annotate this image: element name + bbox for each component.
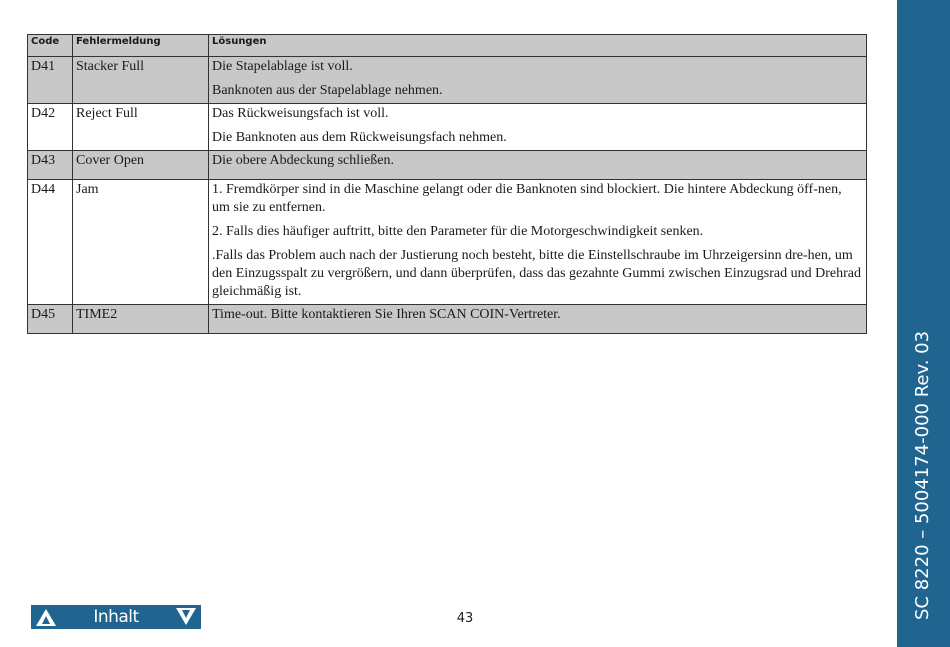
solution-text: 1. Fremdkörper sind in die Maschine gelangt oder die Banknoten sind blockiert. Die hintere Abdeckung öff-nen, um sie zu entfernen. [212, 182, 842, 215]
cell-solutions [209, 57, 867, 104]
cell-solutions [209, 305, 867, 334]
cell-code: D43 [28, 151, 73, 180]
solution-text: .Falls das Problem auch nach der Justierung noch besteht, bitte die Einstellschraube im Uhrzeigersinn dre-hen, um den Einzugsspalt zu vergrößern, und dann überprüfen, dass das gezahnte Gummi zwischen Einzugsrad und Drehrad gleichmäßig ist. [212, 248, 861, 299]
cell-code: D42 [28, 104, 73, 151]
solution-text: Die Stapelablage ist voll. [212, 59, 353, 74]
header-message: Fehlermeldung [73, 35, 209, 57]
table-row [28, 305, 867, 334]
table-row [28, 180, 867, 305]
contents-link[interactable]: Inhalt [93, 607, 139, 627]
page-number: 43 [456, 611, 474, 626]
table-row [28, 104, 867, 151]
cell-code: D44 [28, 180, 73, 305]
cell-solutions [209, 151, 867, 180]
cell-solutions [209, 104, 867, 151]
solution-text: Die Banknoten aus dem Rückweisungsfach nehmen. [212, 130, 507, 145]
header-solutions: Lösungen [209, 35, 867, 57]
error-code-table [27, 34, 867, 334]
cell-message: TIME2 [73, 305, 209, 334]
cell-message: Stacker Full [73, 57, 209, 104]
solution-text: Das Rückweisungsfach ist voll. [212, 106, 389, 121]
document-id-label: SC 8220 – 5004174-000 Rev. 03 [912, 330, 933, 620]
header-code: Code [28, 35, 73, 57]
navigation-bar [31, 605, 201, 629]
cell-solutions [209, 180, 867, 305]
solution-text: Die obere Abdeckung schließen. [212, 153, 394, 168]
table-row [28, 57, 867, 104]
arrow-down-icon[interactable] [171, 605, 201, 629]
cell-message: Jam [73, 180, 209, 305]
solution-text: 2. Falls dies häufiger auftritt, bitte den Parameter für die Motorgeschwindigkeit senken. [212, 224, 704, 239]
cell-message: Cover Open [73, 151, 209, 180]
cell-code: D45 [28, 305, 73, 334]
cell-message: Reject Full [73, 104, 209, 151]
solution-text: Banknoten aus der Stapelablage nehmen. [212, 83, 443, 98]
cell-code: D41 [28, 57, 73, 104]
table-header-row [28, 35, 867, 57]
table-row [28, 151, 867, 180]
solution-text: Time-out. Bitte kontaktieren Sie Ihren SCAN COIN-Vertreter. [212, 307, 561, 322]
arrow-up-icon[interactable] [31, 605, 61, 629]
